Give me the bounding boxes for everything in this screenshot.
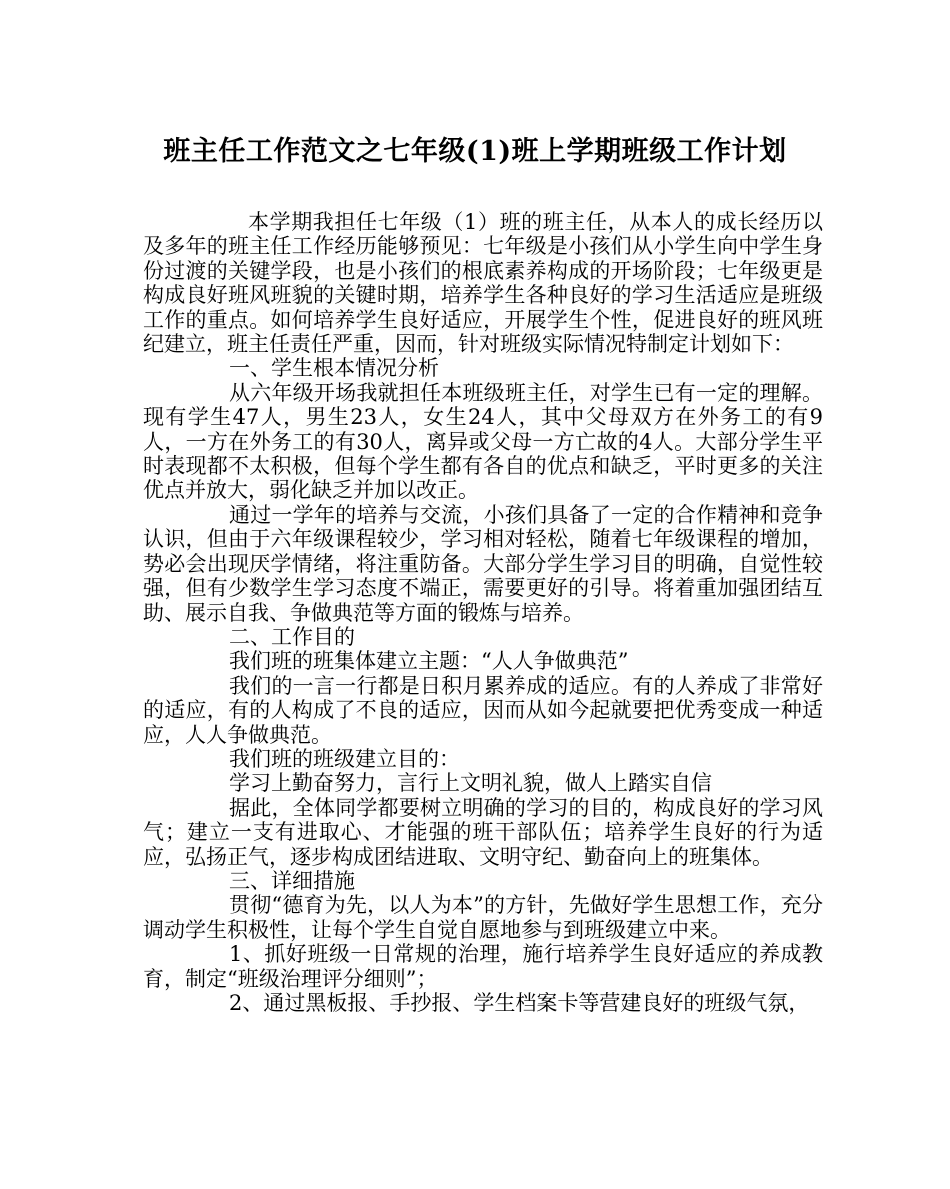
list-item-measure-2: 2、通过黑板报、手抄报、学生档案卡等营建良好的班级气氛， [229, 991, 810, 1015]
paragraph-class-theme: 我们班的班集体建立主题：“人人争做典范” [229, 649, 629, 674]
paragraph-student-numbers: 从六年级开场我就担任本班级班主任，对学生已有一定的理解。现有学生47人，男生23人，女生24人，其中父母双方在外务工的有9人，一方在外务工的有30人，离异或父母一方亡故的4人。大部分学生平时表现都不太积极，但每个学生都有各自的优点和缺乏，平时更多的关注优点并放大，弱化缺乏并加以改正。 [143, 380, 823, 503]
section-heading-goals: 二、工作目的 [229, 624, 355, 649]
document-body [143, 210, 823, 1015]
paragraph-goal-details: 据此，全体同学都要树立明确的学习的目的，构成良好的学习风气；建立一支有进取心、才能强的班干部队伍；培养学生良好的行为适应，弘扬正气，逐步构成团结进取、文明守纪、勤奋向上的班集体。 [143, 795, 823, 869]
section-heading-measures: 三、详细措施 [229, 868, 355, 893]
paragraph-habits: 我们的一言一行都是日积月累养成的适应。有的人养成了非常好的适应，有的人构成了不良的适应，因而从如今起就要把优秀变成一种适应，人人争做典范。 [143, 673, 823, 747]
document-title: 班主任工作范文之七年级(1)班上学期班级工作计划 [163, 136, 787, 167]
section-heading-student-analysis: 一、学生根本情况分析 [229, 356, 439, 381]
paragraph-class-goal: 学习上勤奋努力，言行上文明礼貌，做人上踏实自信 [229, 771, 712, 796]
list-item-measure-1: 1、抓好班级一日常规的治理，施行培养学生良好适应的养成教育，制定“班级治理评分细则”； [143, 942, 823, 991]
intro-paragraph: 本学期我担任七年级（1）班的班主任，从本人的成长经历以及多年的班主任工作经历能够预见：七年级是小孩们从小学生向中学生身份过渡的关键学段，也是小孩们的根底素养构成的开场阶段；七年级更是构成良好班风班貌的关键时期，培养学生各种良好的学习生活适应是班级工作的重点。如何培养学生良好适应，开展学生个性，促进良好的班风班纪建立，班主任责任严重，因而，针对班级实际情况特制定计划如下： [143, 210, 823, 357]
paragraph-policy: 贯彻“德育为先，以人为本”的方针，先做好学生思想工作，充分调动学生积极性，让每个学生自觉自愿地参与到班级建立中来。 [143, 893, 823, 942]
paragraph-class-goal-label: 我们班的班级建立目的： [229, 746, 460, 771]
paragraph-student-traits: 通过一学年的培养与交流，小孩们具备了一定的合作精神和竞争认识，但由于六年级课程较少，学习相对轻松，随着七年级课程的增加，势必会出现厌学情绪，将注重防备。大部分学生学习目的明确，自觉性较强，但有少数学生学习态度不端正，需要更好的引导。将着重加强团结互助、展示自我、争做典范等方面的锻炼与培养。 [143, 502, 823, 625]
